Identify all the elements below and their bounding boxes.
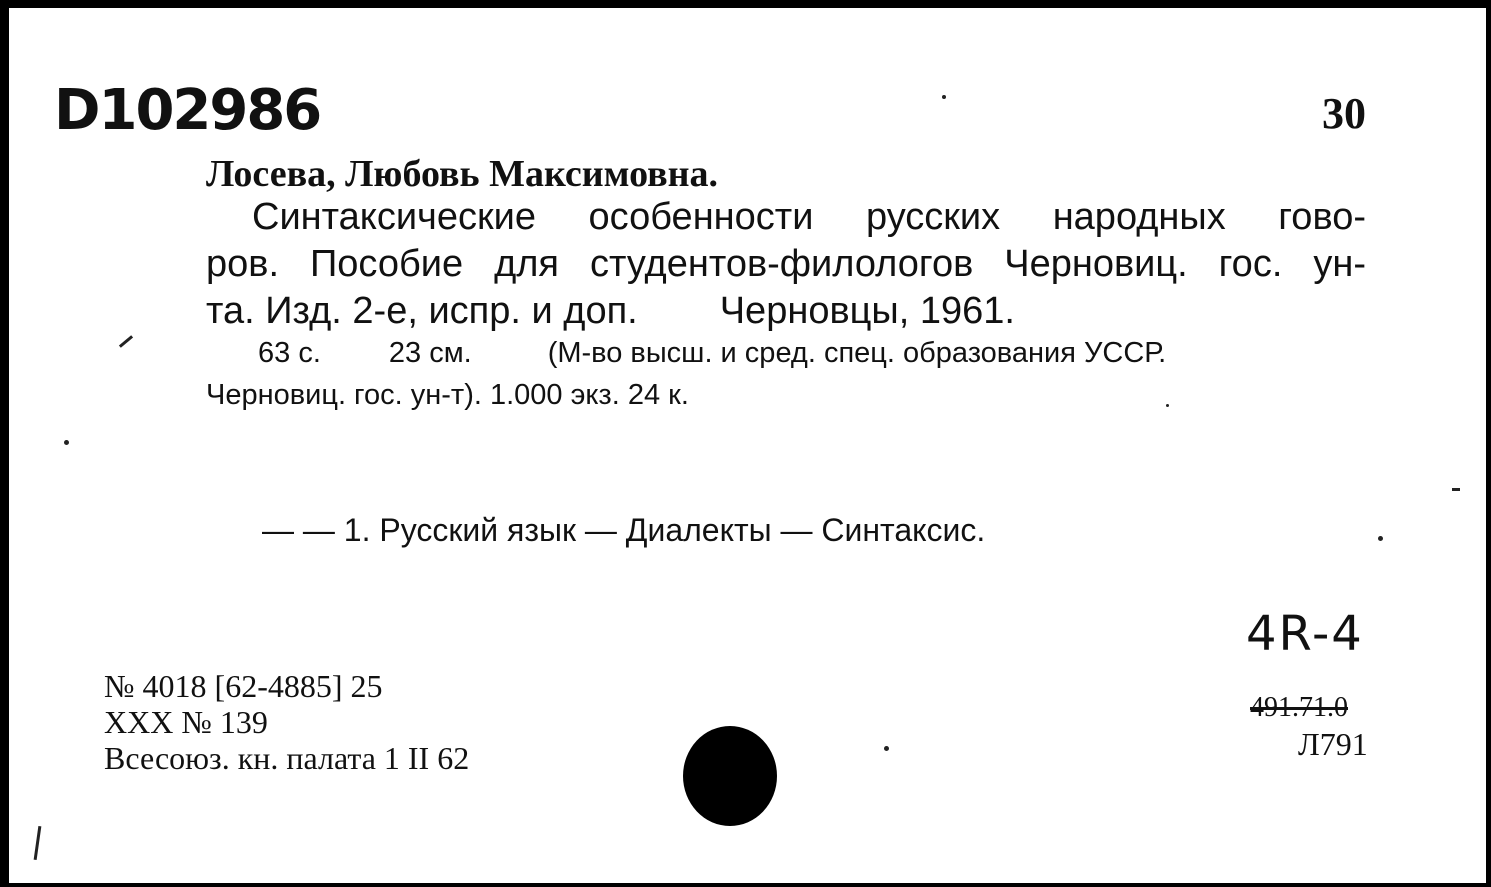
collation-line-1 [206, 332, 1366, 374]
call-number-stamp: D102986 [54, 78, 321, 143]
imprint-block [104, 668, 469, 776]
imprint-line-1: № 4018 [62-4885] 25 [104, 668, 383, 704]
collation-block [206, 332, 1366, 416]
speck [942, 95, 946, 99]
title-line-1: Синтаксические особенности русских народных гово- [252, 196, 1366, 238]
punch-hole [683, 726, 777, 826]
card-border-top [0, 0, 1491, 8]
speck [1452, 488, 1460, 491]
card-number: 30 [1322, 89, 1366, 138]
series-note-end: Черновиц. гос. ун-т). 1.000 экз. 24 к. [206, 379, 689, 411]
pencil-check-mark [119, 335, 133, 348]
card-border-right [1486, 0, 1491, 887]
author-heading: Лосева, Любовь Максимовна. [206, 153, 719, 195]
pages: 63 с. [258, 337, 321, 369]
imprint-line-2: XXX № 139 [104, 704, 268, 740]
card-border-left [0, 0, 9, 887]
title-description [206, 194, 1366, 335]
speck [1378, 536, 1383, 541]
title-line-3 [206, 288, 1366, 335]
size: 23 см. [388, 337, 472, 369]
place-year: Черновцы, 1961. [719, 290, 1015, 332]
speck [884, 746, 889, 751]
classification-number: 491.71.0 [1250, 692, 1348, 723]
speck [1166, 404, 1169, 407]
edition-statement: та. Изд. 2-е, испр. и доп. [206, 290, 638, 332]
series-note-start: (М-во высш. и сред. спец. образования УССР. [547, 337, 1167, 369]
subject-heading: — — 1. Русский язык — Диалекты — Синтаксис. [262, 512, 986, 548]
title-line-2: ров. Пособие для студентов-филологов Черновиц. гос. ун- [206, 243, 1366, 285]
pencil-stroke-mark [34, 826, 42, 860]
cutter-number: Л791 [1298, 726, 1368, 762]
card-border-bottom [0, 883, 1491, 887]
handwritten-code: 4R-4 [1246, 606, 1364, 662]
speck [64, 440, 69, 445]
imprint-line-3: Всесоюз. кн. палата 1 II 62 [104, 740, 470, 776]
